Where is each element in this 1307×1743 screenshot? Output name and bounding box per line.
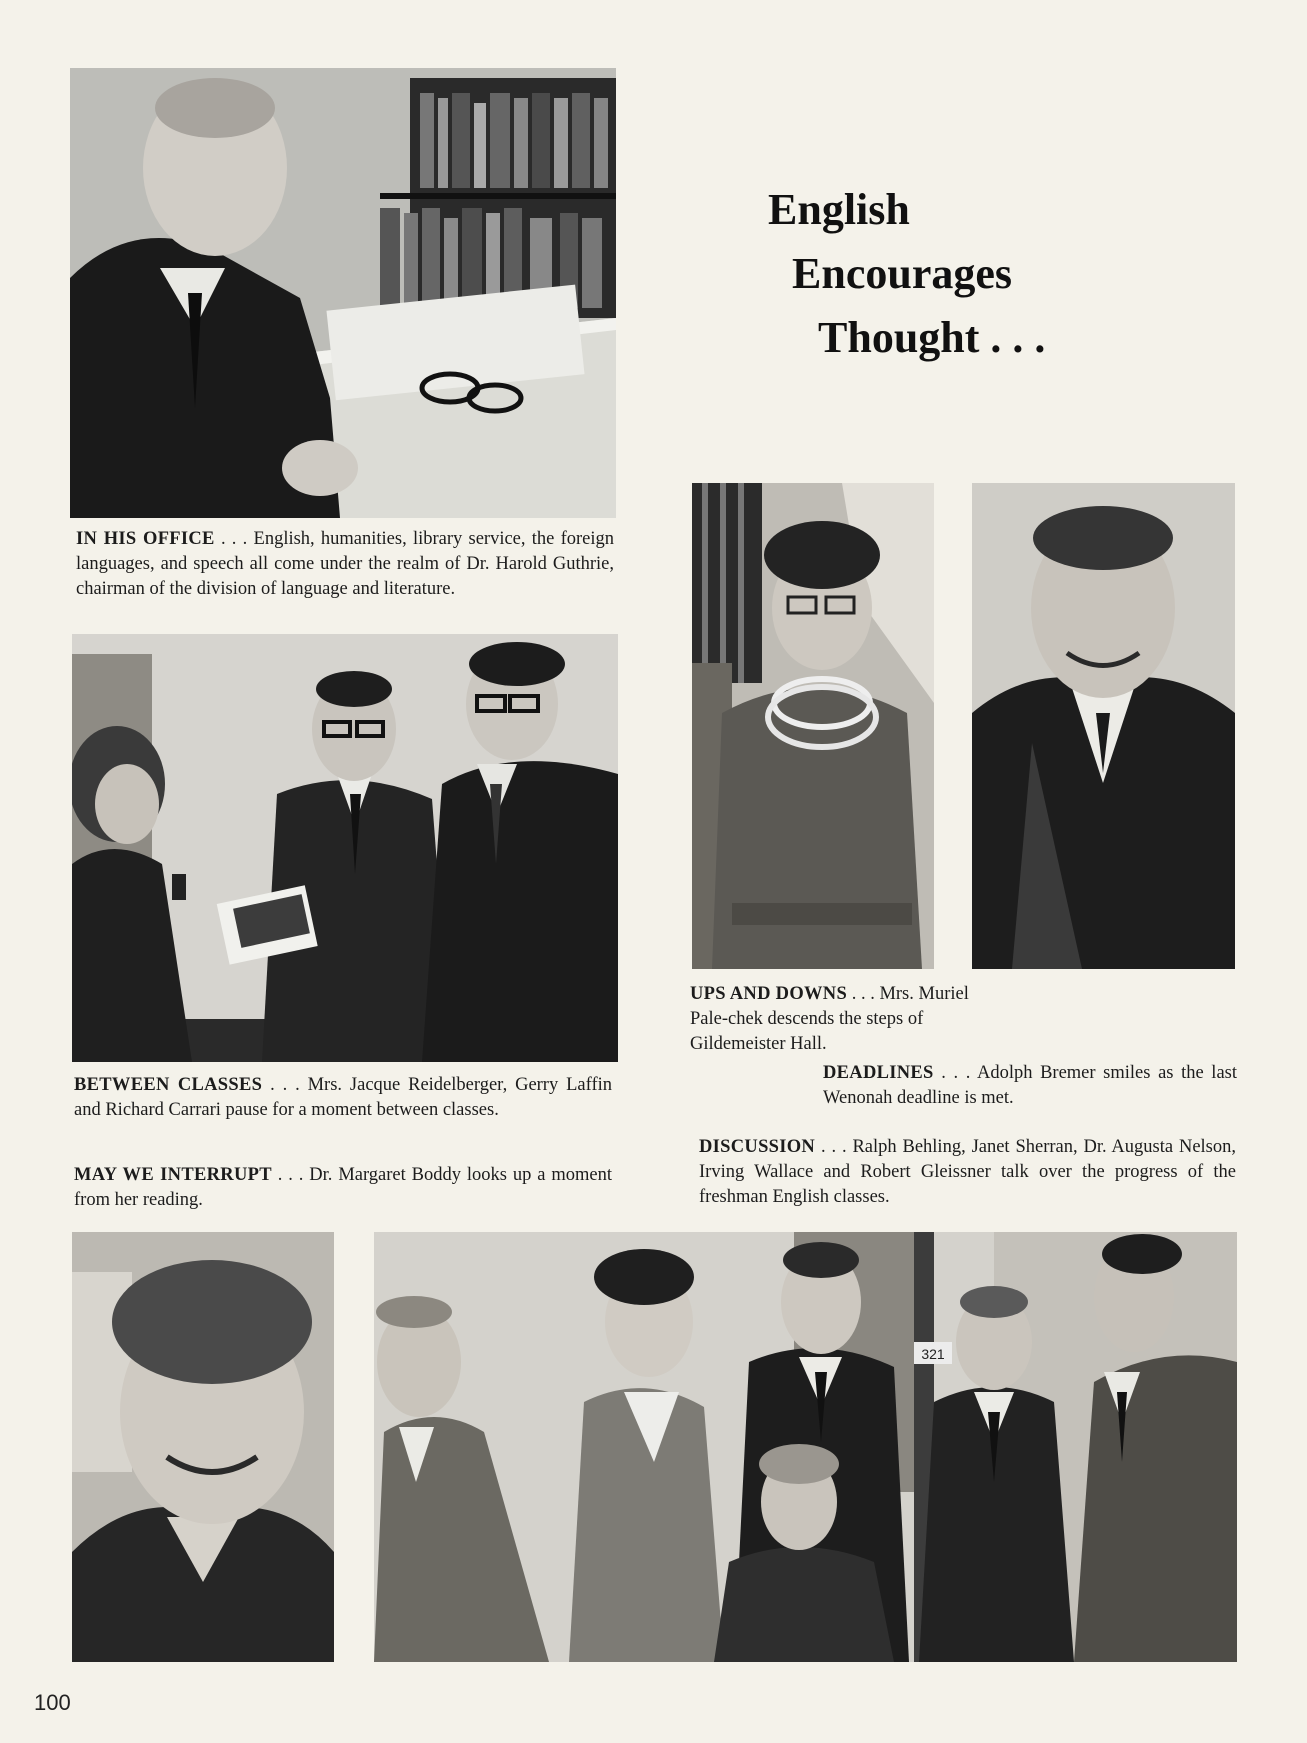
- page-number: 100: [34, 1690, 71, 1715]
- caption-text: . . . Ralph Behling, Janet Sherran, Dr. Augusta Nelson, Irving Wallace and Robert Gleissner talk over the progress of the freshman English classes.: [699, 1137, 1236, 1208]
- photo-may-we-interrupt: [72, 1232, 334, 1662]
- caption-lead: UPS AND DOWNS: [690, 984, 848, 1004]
- caption-between-classes: [74, 1073, 612, 1123]
- caption-discussion: [699, 1135, 1236, 1210]
- caption-lead: BETWEEN CLASSES: [74, 1075, 263, 1095]
- photo-deadlines: [972, 483, 1235, 969]
- door-number: 321: [921, 1346, 945, 1362]
- caption-may-we-interrupt: [74, 1163, 612, 1213]
- caption-lead: DISCUSSION: [699, 1137, 816, 1157]
- caption-lead: DEADLINES: [823, 1063, 934, 1083]
- photo-ups-and-downs: [692, 483, 934, 969]
- caption-in-his-office: [76, 527, 614, 602]
- photo-discussion: [374, 1232, 1237, 1662]
- caption-text: . . . English, humanities, library service, the foreign languages, and speech all come under the realm of Dr. Harold Guthrie, chairman of the division of language and literature.: [76, 529, 614, 600]
- caption-lead: IN HIS OFFICE: [76, 529, 215, 549]
- caption-lead: MAY WE INTERRUPT: [74, 1165, 272, 1185]
- page-title-line-1: English: [768, 185, 910, 234]
- caption-text: . . . Mrs. Muriel Pale-chek descends the steps of Gildemeister Hall.: [690, 984, 969, 1055]
- page-title-line-2: Encourages: [792, 249, 1012, 298]
- caption-text: . . . Adolph Bremer smiles as the last Wenonah deadline is met.: [823, 1063, 1237, 1109]
- caption-deadlines: [823, 1061, 1237, 1111]
- photo-office: [70, 68, 616, 518]
- page-title-line-3: Thought . . .: [818, 313, 1046, 362]
- caption-text: . . . Dr. Margaret Boddy looks up a moment from her reading.: [74, 1165, 613, 1211]
- caption-ups-and-downs: [690, 982, 990, 1057]
- photo-between-classes: [72, 634, 618, 1062]
- caption-text: . . . Mrs. Jacque Reidelberger, Gerry Laffin and Richard Carrari pause for a moment between classes.: [74, 1075, 612, 1121]
